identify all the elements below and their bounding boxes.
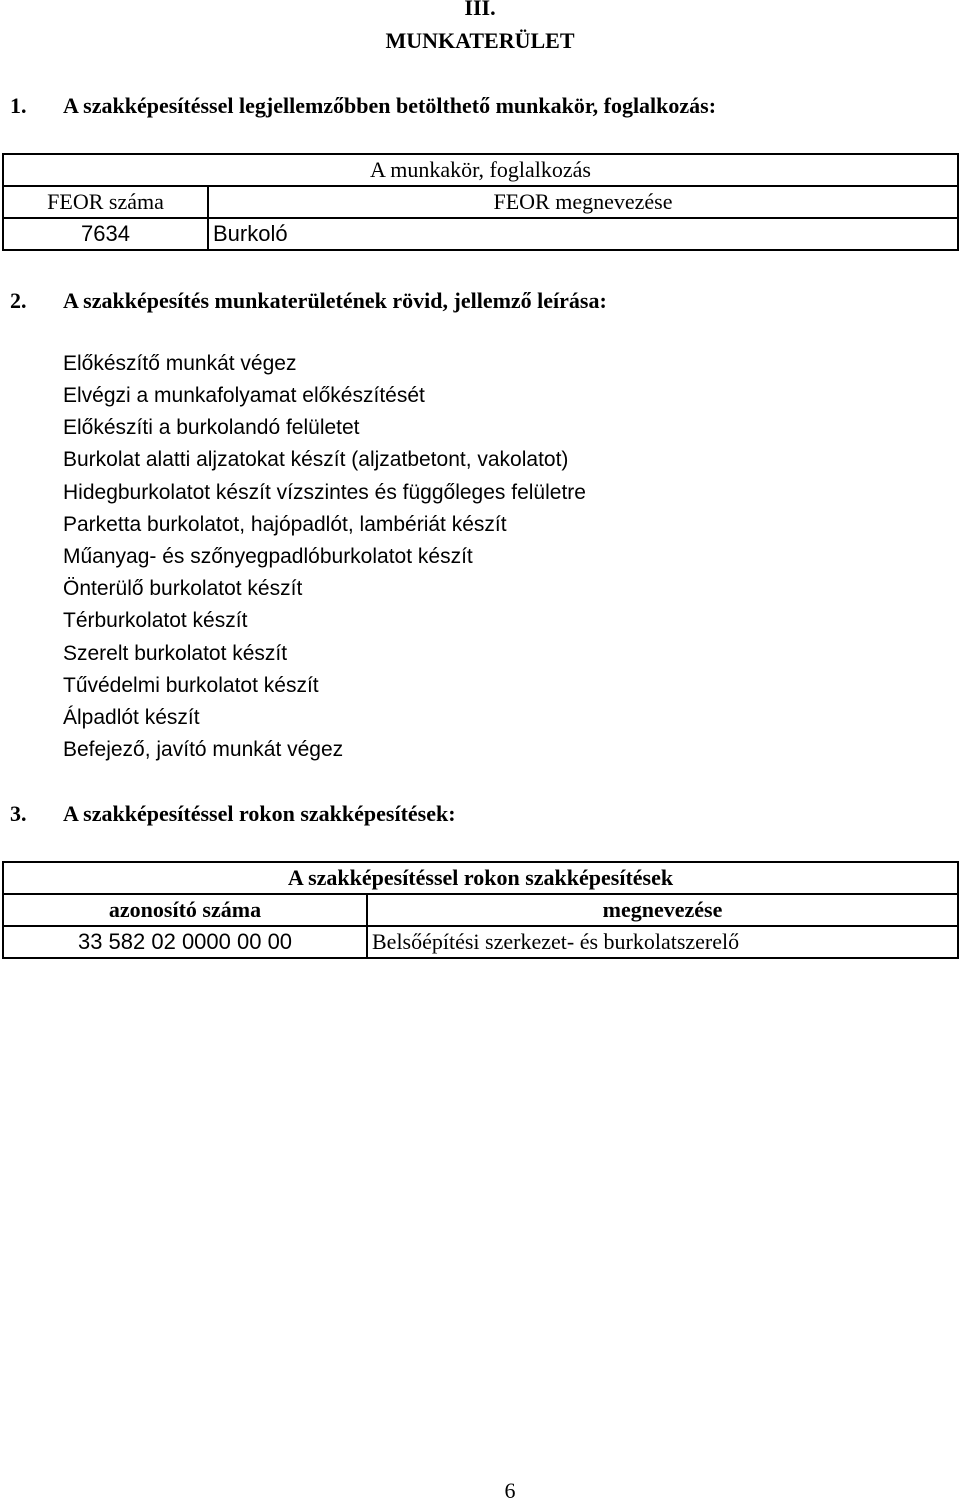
list-item: Hidegburkolatot készít vízszintes és függőleges felületre <box>63 481 586 504</box>
list-item: Térburkolatot készít <box>63 609 248 632</box>
list-item: Befejező, javító munkát végez <box>63 738 344 761</box>
list-item: Burkolat alatti aljzatokat készít (aljzatbetont, vakolatot) <box>63 448 569 471</box>
feor-table-group-row <box>3 154 958 186</box>
related-table-group-row <box>3 862 958 894</box>
section3-number: 3. <box>10 801 27 826</box>
feor-table-group-header: A munkakör, foglalkozás <box>3 154 958 186</box>
related-qualifications-table <box>2 861 959 959</box>
list-item: Tűvédelmi burkolatot készít <box>63 674 319 697</box>
related-name-header: megnevezése <box>367 894 958 926</box>
feor-name-cell: Burkoló <box>208 218 958 250</box>
list-item: Önterülő burkolatot készít <box>63 577 303 600</box>
related-id-header: azonosító száma <box>3 894 367 926</box>
page-number: 6 <box>504 1478 516 1503</box>
section3-title: A szakképesítéssel rokon szakképesítések: <box>63 801 456 826</box>
feor-table <box>2 153 959 251</box>
list-item: Műanyag- és szőnyegpadlóburkolatot készít <box>63 545 473 568</box>
table-row <box>3 218 958 250</box>
list-item: Elvégzi a munkafolyamat előkészítését <box>63 384 425 407</box>
list-item: Előkészíti a burkolandó felületet <box>63 416 360 439</box>
related-table-header-row <box>3 894 958 926</box>
list-item: Parketta burkolatot, hajópadlót, lambériát készít <box>63 513 507 536</box>
part-label: III. <box>464 0 496 20</box>
list-item: Előkészítő munkát végez <box>63 352 297 375</box>
related-table-group-header: A szakképesítéssel rokon szakképesítések <box>3 862 958 894</box>
related-name-cell: Belsőépítési szerkezet- és burkolatszerelő <box>367 926 958 958</box>
section2-number: 2. <box>10 288 27 313</box>
feor-code-cell: 7634 <box>3 218 208 250</box>
section1-number: 1. <box>10 93 27 118</box>
list-item: Szerelt burkolatot készít <box>63 642 288 665</box>
related-id-cell: 33 582 02 0000 00 00 <box>3 926 367 958</box>
table-row <box>3 926 958 958</box>
feor-table-header-row <box>3 186 958 218</box>
feor-name-header: FEOR megnevezése <box>208 186 958 218</box>
part-title: MUNKATERÜLET <box>385 28 575 53</box>
list-item: Álpadlót készít <box>63 706 200 729</box>
section2-title: A szakképesítés munkaterületének rövid, jellemző leírása: <box>63 288 607 313</box>
feor-code-header: FEOR száma <box>3 186 208 218</box>
section1-title: A szakképesítéssel legjellemzőbben betölthető munkakör, foglalkozás: <box>63 93 717 118</box>
